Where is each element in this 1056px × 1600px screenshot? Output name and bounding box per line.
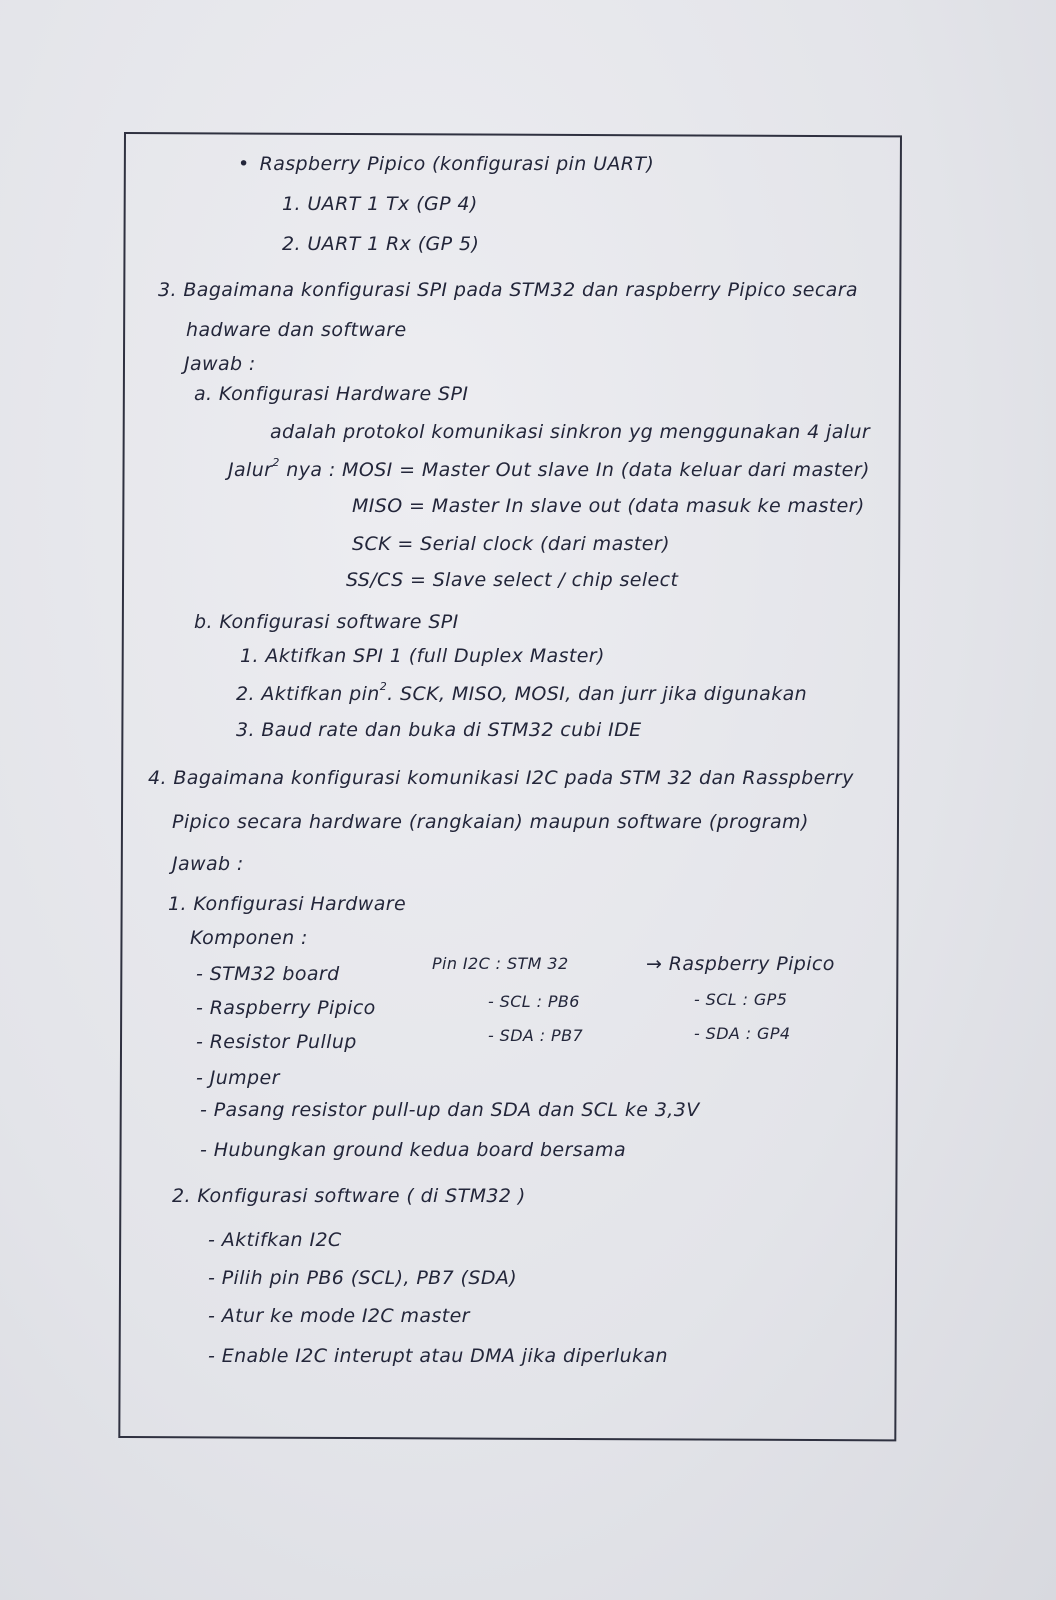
spi-description: adalah protokol komunikasi sinkron yg menggunakan 4 jalur	[270, 421, 871, 443]
spi-ss-line: SS/CS = Slave select / chip select	[346, 569, 679, 591]
i2c-hardware-heading: 1. Konfigurasi Hardware	[168, 893, 407, 915]
component-pico: - Raspberry Pipico	[196, 997, 376, 1019]
i2c-software-step-1: - Aktifkan I2C	[208, 1229, 342, 1251]
uart-tx-line: 1. UART 1 Tx (GP 4)	[282, 193, 478, 215]
ground-instruction: - Hubungkan ground kedua board bersama	[200, 1139, 627, 1161]
question-3-line-2: hadware dan software	[186, 319, 407, 341]
question-4-line-2: Pipico secara hardware (rangkaian) maupun software (program)	[172, 811, 809, 833]
i2c-software-step-2: - Pilih pin PB6 (SCL), PB7 (SDA)	[208, 1267, 518, 1289]
component-stm32: - STM32 board	[196, 963, 340, 985]
question-3-answer-label: Jawab :	[184, 353, 256, 375]
step-2-superscript: 2	[379, 680, 388, 693]
question-3-line-1: 3. Bagaimana konfigurasi SPI pada STM32 dan raspberry Pipico secara	[158, 279, 858, 301]
pico-sda-pin: - SDA : GP4	[694, 1024, 791, 1043]
components-label: Komponen :	[190, 927, 308, 949]
pico-scl-pin: - SCL : GP5	[694, 990, 788, 1009]
question-4-answer-label: Jawab :	[172, 853, 244, 875]
pico-pin-header: → Raspberry Pipico	[646, 953, 835, 975]
i2c-pin-header: Pin I2C : STM 32	[432, 954, 569, 973]
jalur-label: Jalur	[228, 459, 273, 481]
component-jumper: - Jumper	[196, 1067, 280, 1089]
i2c-software-heading: 2. Konfigurasi software ( di STM32 )	[172, 1185, 526, 1207]
step-2-suffix: . SCK, MISO, MOSI, dan jurr jika digunakan	[387, 683, 808, 705]
spi-sck-line: SCK = Serial clock (dari master)	[352, 533, 670, 555]
step-2-prefix: 2. Aktifkan pin	[236, 683, 380, 705]
stm32-scl-pin: - SCL : PB6	[488, 992, 580, 1011]
component-resistor: - Resistor Pullup	[196, 1031, 357, 1053]
pico-uart-heading: • Raspberry Pipico (konfigurasi pin UART)	[238, 152, 654, 176]
spi-miso-line: MISO = Master In slave out (data masuk ke master)	[352, 495, 865, 517]
spi-software-heading: b. Konfigurasi software SPI	[194, 611, 459, 633]
pullup-instruction: - Pasang resistor pull-up dan SDA dan SCL ke 3,3V	[200, 1099, 700, 1121]
spi-hardware-heading: a. Konfigurasi Hardware SPI	[194, 383, 469, 405]
spi-software-step-1: 1. Aktifkan SPI 1 (full Duplex Master)	[240, 645, 605, 667]
stm32-sda-pin: - SDA : PB7	[488, 1026, 584, 1045]
spi-software-step-2	[236, 682, 807, 709]
spi-software-step-3: 3. Baud rate dan buka di STM32 cubi IDE	[236, 719, 642, 741]
i2c-software-step-3: - Atur ke mode I2C master	[208, 1305, 470, 1327]
question-4-line-1: 4. Bagaimana konfigurasi komunikasi I2C pada STM 32 dan Rasspberry	[148, 767, 854, 789]
i2c-software-step-4: - Enable I2C interupt atau DMA jika diperlukan	[208, 1345, 668, 1367]
jalur-superscript: 2	[272, 456, 280, 469]
uart-rx-line: 2. UART 1 Rx (GP 5)	[282, 233, 480, 255]
spi-mosi-line	[228, 458, 870, 485]
mosi-definition: nya : MOSI = Master Out slave In (data keluar dari master)	[286, 459, 870, 481]
